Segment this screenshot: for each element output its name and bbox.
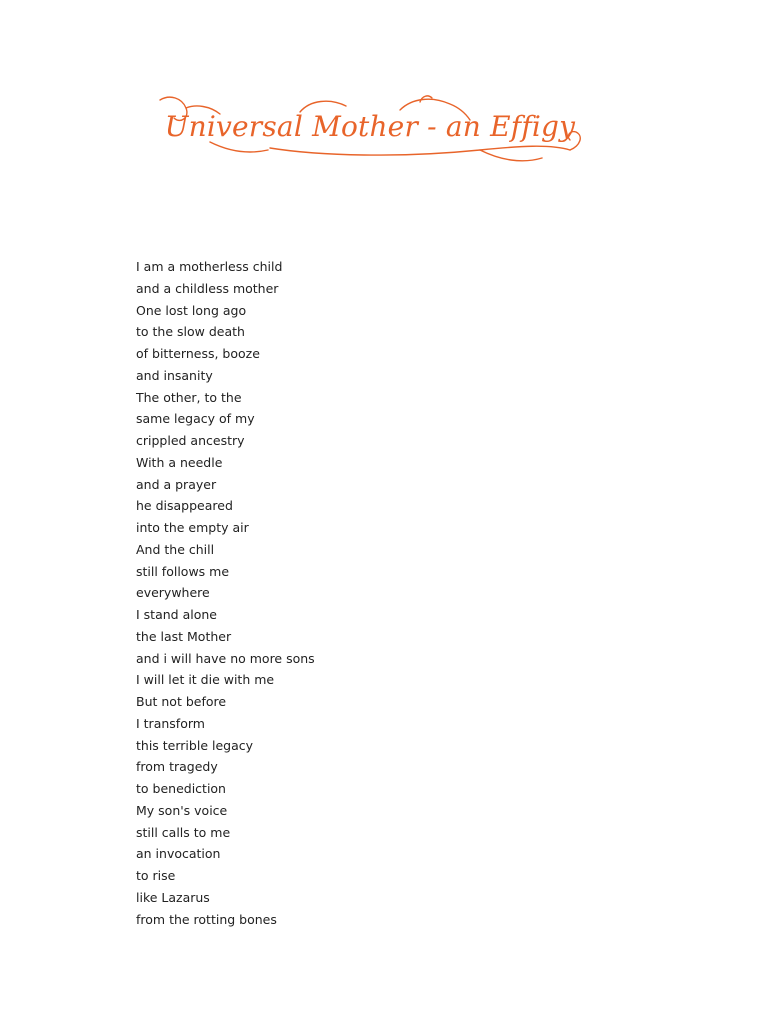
poem-line: With a needle xyxy=(136,454,223,470)
poem-line: still calls to me xyxy=(136,824,231,840)
poem-line: to the slow death xyxy=(136,324,245,340)
poem-line: My son's voice xyxy=(136,802,228,818)
title-block xyxy=(150,92,590,172)
poem-lines xyxy=(136,256,315,930)
poem-line: and a childless mother xyxy=(136,280,279,296)
poem-line: he disappeared xyxy=(136,498,233,514)
poem-line: still follows me xyxy=(136,563,230,579)
poem-line: and i will have no more sons xyxy=(136,650,315,666)
poem-line: and insanity xyxy=(136,367,213,383)
poem-line: from the rotting bones xyxy=(136,911,277,927)
poem-line: I transform xyxy=(136,715,205,731)
poem-line: of bitterness, booze xyxy=(136,346,260,361)
poem-line: crippled ancestry xyxy=(136,433,245,448)
poem-line: this terrible legacy xyxy=(136,737,254,753)
poem-line: The other, to the xyxy=(136,389,242,405)
poem-line: and a prayer xyxy=(136,476,217,492)
poem-line: I stand alone xyxy=(136,607,217,622)
poem-line: the last Mother xyxy=(136,628,232,644)
poem-line: like Lazarus xyxy=(136,889,210,905)
poem-line: same legacy of my xyxy=(136,411,255,427)
poem-line: to benediction xyxy=(136,781,226,796)
poem-line: everywhere xyxy=(136,585,210,601)
document-title: Universal Mother - an Effigy xyxy=(164,110,576,143)
poem-line: And the chill xyxy=(136,541,215,557)
poem-line: I will let it die with me xyxy=(136,672,275,688)
poem-line: to rise xyxy=(136,868,176,883)
poem-line: into the empty air xyxy=(136,520,249,535)
poem-line: I am a motherless child xyxy=(136,259,283,274)
poem-line: from tragedy xyxy=(136,759,218,775)
poem-line: But not before xyxy=(136,694,227,709)
poem-line: One lost long ago xyxy=(136,302,247,318)
poem-line: an invocation xyxy=(136,846,221,862)
